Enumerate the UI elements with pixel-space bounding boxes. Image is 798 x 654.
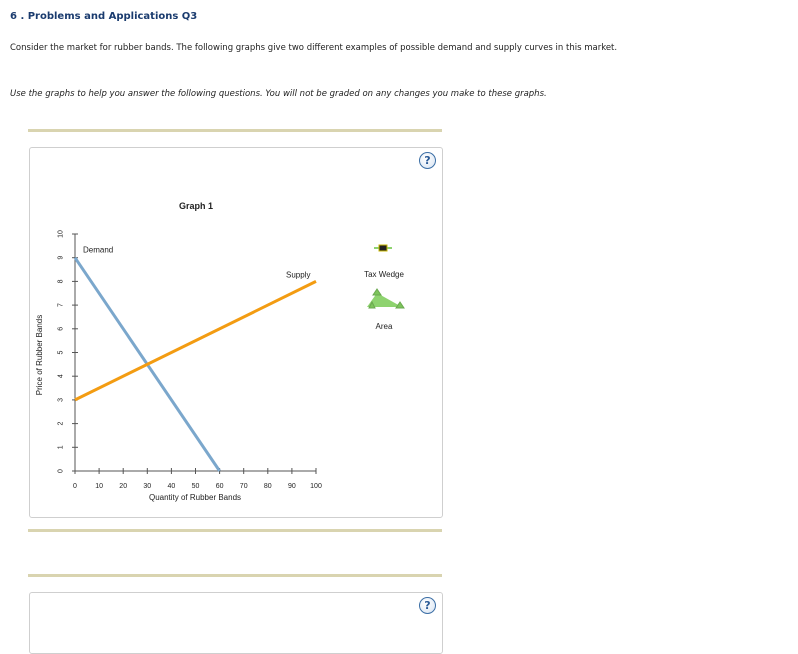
- demand-label: Demand: [83, 245, 114, 255]
- divider: [28, 129, 442, 132]
- x-tick-label: 90: [288, 483, 296, 490]
- y-tick-label: 4: [57, 374, 65, 379]
- x-tick-label: 30: [143, 483, 152, 490]
- x-axis-label: Quantity of Rubber Bands: [148, 493, 242, 502]
- tax-wedge-icon[interactable]: [374, 245, 392, 251]
- x-tick-label: 20: [119, 483, 128, 490]
- y-tick-label: 9: [57, 255, 65, 260]
- y-tick-label: 6: [57, 326, 65, 331]
- question-intro: Consider the market for rubber bands. The following graphs give two different examples of possible demand and supply curves in this market.: [10, 43, 618, 53]
- x-tick-label: 50: [191, 483, 200, 490]
- x-tick-label: 40: [167, 483, 176, 490]
- y-tick-label: 8: [57, 279, 65, 284]
- x-tick-label: 100: [310, 483, 322, 490]
- x-tick-label: 80: [263, 483, 272, 490]
- question-instructions: Use the graphs to help you answer the following questions. You will not be graded on any changes you make to these graphs.: [10, 89, 547, 99]
- divider: [28, 574, 442, 577]
- divider: [28, 529, 442, 532]
- y-tick-label: 1: [57, 445, 65, 450]
- graph-panel-2: [29, 592, 443, 654]
- chart-title: Graph 1: [178, 201, 214, 211]
- y-tick-label: 2: [57, 421, 65, 426]
- graph-1-chart: [30, 148, 440, 515]
- supply-curve: [75, 281, 316, 400]
- help-icon[interactable]: ?: [419, 597, 436, 614]
- y-tick-label: 5: [57, 350, 65, 355]
- y-tick-label: 7: [57, 303, 65, 308]
- help-icon[interactable]: ?: [419, 152, 436, 169]
- x-tick-label: 10: [95, 483, 103, 490]
- y-axis-label: Price of Rubber Bands: [35, 314, 44, 396]
- supply-label: Supply: [286, 270, 311, 280]
- y-tick-label: 3: [57, 397, 65, 402]
- tool-label-area: Area: [375, 322, 393, 331]
- x-tick-label: 0: [73, 483, 77, 490]
- graph-panel-1: [29, 147, 443, 518]
- area-triangle-icon[interactable]: [367, 289, 404, 308]
- tool-label-tax-wedge: Tax Wedge: [364, 270, 404, 279]
- y-tick-label: 0: [57, 469, 65, 473]
- x-tick-label: 60: [215, 483, 224, 490]
- question-title: 6 . Problems and Applications Q3: [10, 11, 198, 22]
- y-tick-label: 10: [57, 230, 65, 238]
- x-tick-label: 70: [239, 483, 248, 490]
